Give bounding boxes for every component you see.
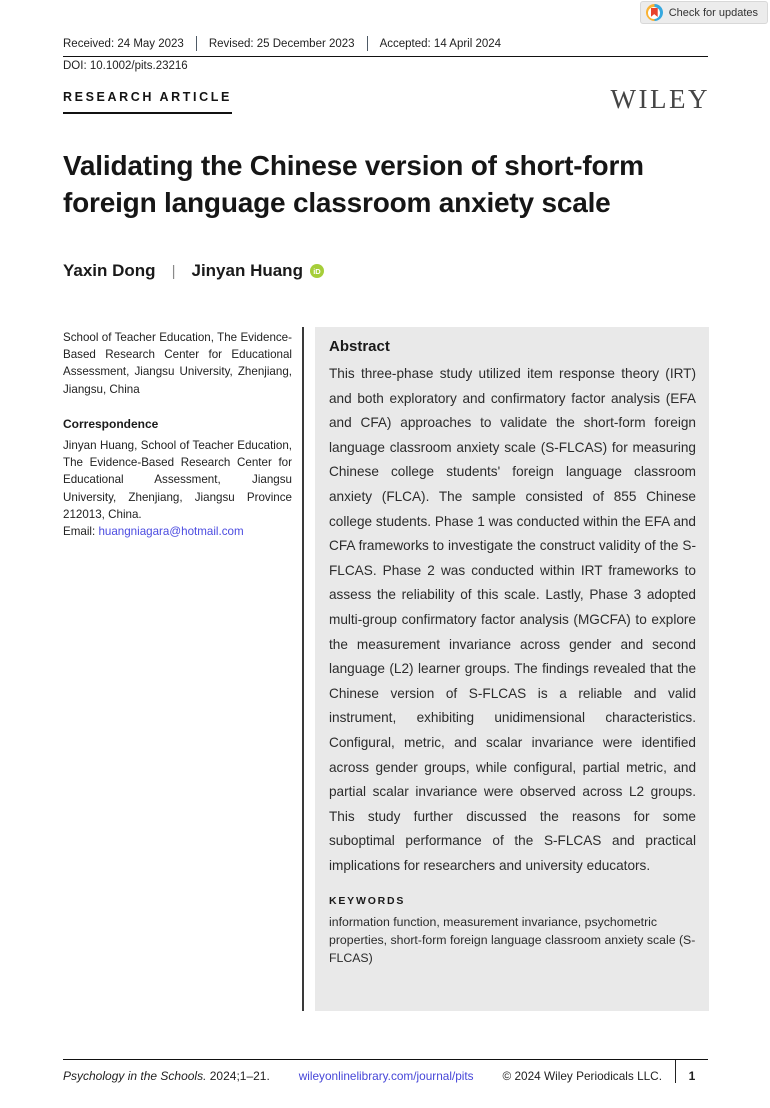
abstract-text: This three-phase study utilized item response theory (IRT) and both exploratory and confirmatory factor analysis (EFA and CFA) approaches to validate the short-form foreign language classroom anxiety scale (S-FLCAS) for measuring Chinese college students' foreign language classroom anxiety (FLCA). The sample consisted of 855 Chinese college students. Phase 1 was conducted within the EFA and CFA frameworks to investigate the construct validity of the S-FLCAS. Phase 2 was conducted within IRT frameworks to assess the reliability of this scale. Lastly, Phase 3 adopted multi-group confirmatory factor analysis (MGCFA) to explore the measurement invariance across gender and second language (L2) learner groups. The findings revealed that the Chinese version of S-FLCAS is a reliable and valid instrument, exhibiting unidimensional characteristics. Configural, metric, and scalar invariance were identified across gender groups, while configural, partial metric, and partial scalar invariance were observed across L2 groups. This study further discussed the reasons for some suboptimal performance of the S-FLCAS and practical implications for researchers and university educators.	[329, 366, 696, 873]
divider	[367, 36, 368, 51]
dates-row	[63, 36, 708, 57]
email-link[interactable]: huangniagara@hotmail.com	[98, 525, 244, 539]
type-row	[63, 84, 710, 114]
abstract-panel	[315, 327, 709, 1011]
correspondence-heading: Correspondence	[63, 416, 159, 431]
left-column	[63, 329, 292, 540]
keywords-text: information function, measurement invariance, psychometric properties, short-form foreign language classroom anxiety scale (S-FLCAS)	[329, 915, 696, 966]
divider	[196, 36, 197, 51]
page-footer	[63, 1059, 708, 1083]
doi: DOI: 10.1002/pits.23216	[63, 60, 188, 72]
authors-row	[63, 261, 324, 281]
article-type-label: RESEARCH ARTICLE	[63, 90, 232, 114]
received-date: Received: 24 May 2023	[63, 37, 184, 50]
journal-reference: Psychology in the Schools. 2024;1–21.	[63, 1068, 270, 1083]
author-separator: |	[171, 262, 176, 280]
keywords-heading: KEYWORDS	[329, 895, 406, 908]
accepted-date: Accepted: 14 April 2024	[379, 37, 502, 50]
journal-link[interactable]: wileyonlinelibrary.com/journal/pits	[298, 1068, 474, 1083]
crossmark-icon	[646, 4, 663, 21]
copyright-text: © 2024 Wiley Periodicals LLC.	[502, 1068, 662, 1083]
check-for-updates-button[interactable]	[640, 1, 768, 24]
author-name: Yaxin Dong	[63, 261, 156, 280]
check-for-updates-label: Check for updates	[668, 6, 758, 19]
correspondence-text: Jinyan Huang, School of Teacher Education, The Evidence-Based Research Center for Educational Assessment, Jiangsu University, Zhenjiang, Jiangsu Province 212013, China. Email: huangniagara@hotmail.com	[63, 439, 292, 539]
orcid-icon[interactable]: iD	[310, 264, 324, 278]
wiley-logo: WILEY	[610, 84, 710, 114]
revised-date: Revised: 25 December 2023	[208, 37, 355, 50]
email-label: Email:	[63, 525, 99, 539]
page-title: Validating the Chinese version of short-form foreign language classroom anxiety scale	[63, 150, 644, 218]
abstract-heading: Abstract	[329, 338, 390, 355]
affiliation-text: School of Teacher Education, The Evidence-Based Research Center for Educational Assessment, Jiangsu University, Zhenjiang, Jiangsu, China	[63, 331, 292, 396]
page-number: 1	[688, 1068, 696, 1083]
bookmark-icon	[651, 8, 658, 17]
author-name: Jinyan Huang	[191, 261, 303, 280]
column-divider	[302, 327, 304, 1011]
